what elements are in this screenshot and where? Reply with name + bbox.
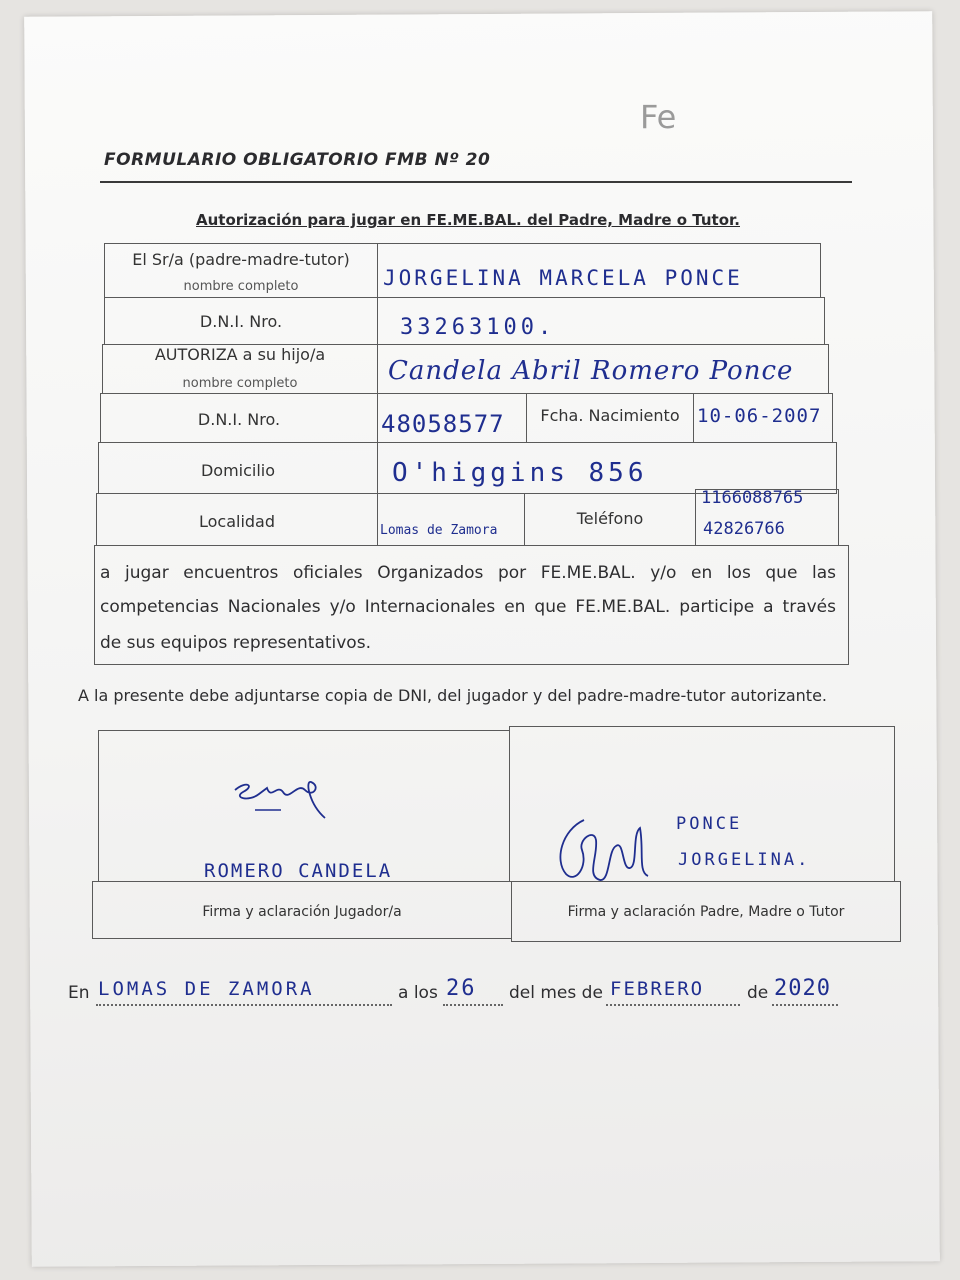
player-signature-label: Firma y aclaración Jugador/a [202,904,402,920]
parent-sublabel: nombre completo [183,279,299,294]
parent-label: El Sr/a (padre-madre-tutor) [132,250,350,269]
child-dni-label: D.N.I. Nro. [197,410,281,429]
parent-clarification-1: PONCE [676,814,743,834]
fe-stamp: Fe [640,98,677,136]
locality-cell [377,493,525,546]
parent-dni-label: D.N.I. Nro. [199,312,283,331]
form-subtitle: Autorización para jugar en FE.ME.BAL. del Padre, Madre o Tutor. [196,211,740,229]
address-label: Domicilio [200,461,276,480]
footer-a-los: a los [398,983,438,1003]
player-clarification: ROMERO CANDELA [204,860,393,882]
phone-value-2: 42826766 [703,519,785,539]
child-sublabel: nombre completo [182,376,298,391]
birth-date-value: 10-06-2007 [697,405,822,427]
footer-de: de [747,983,769,1003]
footer-del-mes: del mes de [509,983,603,1003]
parent-name-value: JORGELINA MARCELA PONCE [383,266,743,290]
attachment-note: A la presente debe adjuntarse copia de DNI, del jugador y del padre-madre-tutor autorizante. [78,686,827,705]
parent-signature [552,810,652,890]
phone-value-1: 1166088765 [701,488,804,508]
birth-label: Fcha. Nacimiento [540,406,680,425]
day-value: 26 [446,976,477,1001]
footer-en: En [68,983,90,1003]
form-title: FORMULARIO OBLIGATORIO FMB Nº 20 [104,150,491,170]
child-dni-value: 48058577 [381,410,505,438]
year-value: 2020 [774,976,831,1001]
parent-dni-value: 33263100. [400,315,556,340]
authorization-text-line-1: a jugar encuentros oficiales Organizados por FE.ME.BAL. y/o en los que las [100,563,836,583]
authorization-text-line-3: de sus equipos representativos. [100,633,371,653]
child-name-value: Candela Abril Romero Ponce [388,356,794,386]
locality-value: Lomas de Zamora [380,523,498,538]
month-value: FEBRERO [610,978,705,1000]
phone-label: Teléfono [576,509,644,528]
child-label: AUTORIZA a su hijo/a [154,345,326,364]
place-value: LOMAS DE ZAMORA [98,978,315,1000]
authorization-text-line-2: competencias Nacionales y/o Internacionales en que FE.ME.BAL. participe a través [100,597,836,617]
player-signature [225,772,335,827]
locality-label: Localidad [198,512,276,531]
parent-clarification-2: JORGELINA. [678,850,811,870]
title-rule [100,181,852,183]
parent-signature-label: Firma y aclaración Padre, Madre o Tutor [567,904,845,920]
address-value: O'higgins 856 [392,458,648,488]
